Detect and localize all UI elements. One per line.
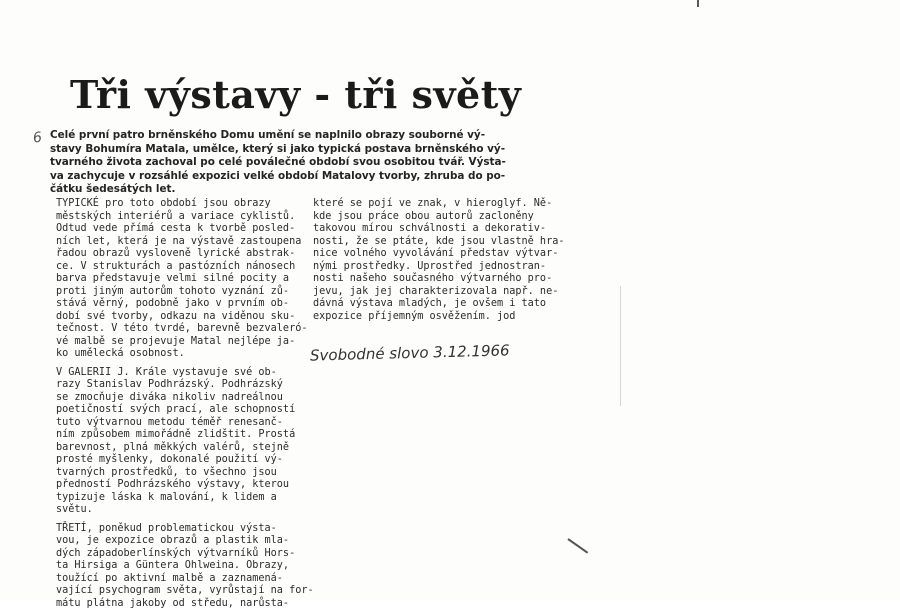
fold-line	[620, 286, 621, 406]
text-line: expozice příjemným osvěžením. jod	[313, 311, 561, 324]
handwritten-source-note: Svobodné slovo 3.12.1966	[310, 341, 510, 364]
text-line: typizuje láska k malování, k lidem a	[56, 492, 302, 505]
text-line: kde jsou práce obou autorů zacloněny	[313, 211, 561, 224]
text-line: takovou mírou schválnosti a dekorativ-	[313, 223, 561, 236]
text-line: poetičností svých prací, ale schopností	[56, 404, 302, 417]
text-line: světu.	[56, 504, 302, 517]
text-line: dobí své tvorby, odkazu na viděnou sku-	[56, 311, 302, 324]
text-line: TYPICKÉ pro toto období jsou obrazy	[56, 198, 302, 211]
text-line: nosti našeho současného výtvarného pro-	[313, 273, 561, 286]
left-column	[56, 198, 302, 610]
text-line: razy Stanislav Podhrázský. Podhrázský	[56, 379, 302, 392]
text-line: mátu plátna jakoby od středu, narůsta-	[56, 598, 302, 610]
text-line: ním způsobem mimořádně zlidštit. Prostá	[56, 429, 302, 442]
page-mark: 6	[32, 129, 43, 146]
text-line: ce. V strukturách a pastózních nánosech	[56, 261, 302, 274]
text-line: tečnost. V této tvrdé, barevně bezvaleró-	[56, 323, 302, 336]
text-line: předností Podhrázského výstavy, kterou	[56, 479, 302, 492]
text-line: TŘETÍ, poněkud problematickou výsta-	[56, 523, 302, 536]
text-line: ko umělecká osobnost.	[56, 348, 302, 361]
lead-line: va zachycuje v rozsáhlé expozici velké období Matalovy tvorby, zhruba do po-	[50, 170, 558, 184]
text-line: jevu, jak jej charakterizovala např. ne-	[313, 286, 561, 299]
article-headline: Tři výstavy - tři světy	[70, 74, 540, 116]
text-line: proti jiným autorům tohoto vyznání zů-	[56, 286, 302, 299]
text-line: řadou obrazů vysloveně lyrické abstrak-	[56, 248, 302, 261]
text-line: dých západoberlínských výtvarníků Hors-	[56, 548, 302, 561]
text-line: se zmocňuje diváka nikoliv nadreálnou	[56, 392, 302, 405]
text-line: vající psychogram světa, vyrůstají na for-	[56, 585, 302, 598]
paragraph-3	[56, 523, 302, 610]
scan-mark	[697, 0, 699, 7]
paragraph-2	[56, 367, 302, 517]
text-line: nosti, že se ptáte, kde jsou vlastně hra-	[313, 236, 561, 249]
text-line: městských interiérů a variace cyklistů.	[56, 211, 302, 224]
text-line: tvarných prostředků, to všechno jsou	[56, 467, 302, 480]
text-line: ních let, která je na výstavě zastoupena	[56, 236, 302, 249]
right-column	[313, 198, 561, 323]
text-line: barevnost, plná měkkých valérů, stejně	[56, 442, 302, 455]
text-line: Odtud vede přímá cesta k tvorbě posled-	[56, 223, 302, 236]
text-line: vou, je expozice obrazů a plastik mla-	[56, 535, 302, 548]
text-line: V GALERII J. Krále vystavuje své ob-	[56, 367, 302, 380]
text-line: vé malbě se projevuje Matal nejlépe ja-	[56, 336, 302, 349]
text-line: které se pojí ve znak, v hieroglyf. Ně-	[313, 198, 561, 211]
text-line: ta Hirsiga a Güntera Ohlweina. Obrazy,	[56, 560, 302, 573]
text-line: prosté myšlenky, dokonalé použití vý-	[56, 454, 302, 467]
text-line: toužící po aktivní malbě a zaznamená-	[56, 573, 302, 586]
text-line: nice volného vyvolávání představ výtvar-	[313, 248, 561, 261]
text-line: stává věrný, podobně jako v prvním ob-	[56, 298, 302, 311]
lead-line: stavy Bohumíra Matala, umělce, který si jako typická postava brněnského vý-	[50, 143, 558, 157]
text-line: barva představuje velmi silné pocity a	[56, 273, 302, 286]
text-line: dávná výstava mladých, je ovšem i tato	[313, 298, 561, 311]
lead-line: čátku šedesátých let.	[50, 183, 558, 197]
lead-line: tvarného života zachoval po celé poválečné období svou osobitou tvář. Výsta-	[50, 156, 558, 170]
text-line: tuto výtvarnou metodu téměř renesanč-	[56, 417, 302, 430]
pen-scratch	[567, 538, 588, 553]
paragraph-1	[56, 198, 302, 361]
article-lead	[50, 129, 558, 197]
lead-line: Celé první patro brněnského Domu umění se naplnilo obrazy souborné vý-	[50, 129, 558, 143]
text-line: nými prostředky. Uprostřed jednostran-	[313, 261, 561, 274]
